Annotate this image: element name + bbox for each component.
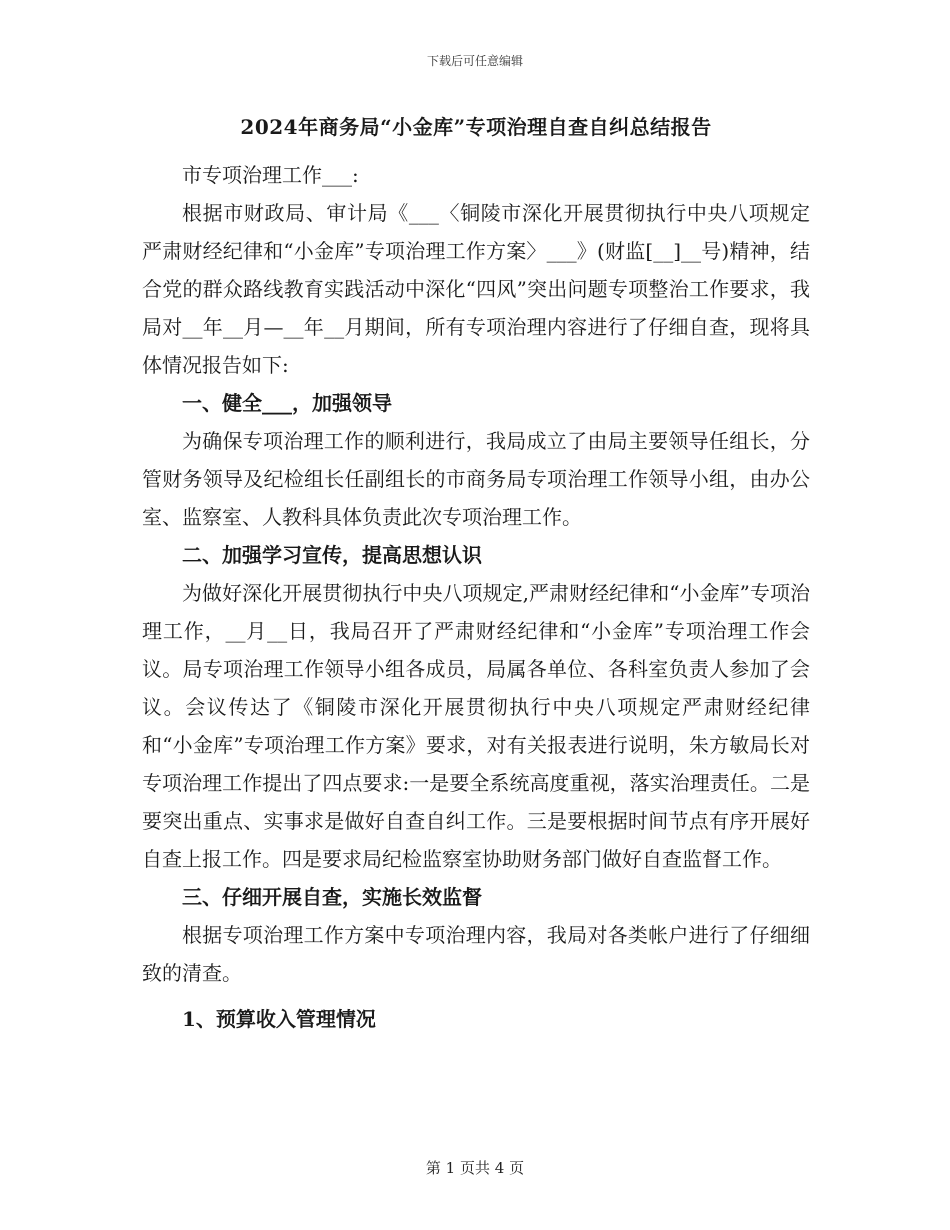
- paragraph-intro: 根据市财政局、审计局《___〈铜陵市深化开展贯彻执行中央八项规定严肃财经纪律和“小金库”专项治理工作方案〉___》(财监[__]__号)精神，结合党的群众路线教育实践活动中深化“四风”突出问题专项整治工作要求，我局对__年__月—__年__月期间，所有专项治理内容进行了仔细自查，现将具体情况报告如下:: [142, 201, 810, 377]
- section-heading-3: 三、仔细开展自查，实施长效监督: [182, 885, 482, 909]
- subsection-heading-1: 1、预算收入管理情况: [182, 1007, 376, 1031]
- paragraph-study: 为做好深化开展贯彻执行中央八项规定,严肃财经纪律和“小金库”专项治理工作，__月__日，我局召开了严肃财经纪律和“小金库”专项治理工作会议。局专项治理工作领导小组各成员，局属各单位、各科室负责人参加了会议。会议传达了《铜陵市深化开展贯彻执行中央八项规定严肃财经纪律和“小金库”专项治理工作方案》要求，对有关报表进行说明，朱方敏局长对专项治理工作提出了四点要求:一是要全系统高度重视，落实治理责任。二是要突出重点、实事求是做好自查自纠工作。三是要根据时间节点有序开展好自查上报工作。四是要求局纪检监察室协助财务部门做好自查监督工作。: [142, 581, 810, 871]
- paragraph-inspection: 根据专项治理工作方案中专项治理内容，我局对各类帐户进行了仔细细致的清查。: [142, 923, 810, 985]
- paragraph-leadership: 为确保专项治理工作的顺利进行，我局成立了由局主要领导任组长，分管财务领导及纪检组长任副组长的市商务局专项治理工作领导小组，由办公室、监察室、人教科具体负责此次专项治理工作。: [142, 429, 810, 529]
- document-body: [142, 110, 810, 1038]
- salutation: 市专项治理工作___:: [182, 163, 359, 187]
- page-footer: 第 1 页共 4 页: [425, 1159, 525, 1177]
- page-header: 下载后可任意编辑: [426, 54, 523, 68]
- section-heading-1: 一、健全___，加强领导: [182, 391, 392, 415]
- section-heading-2: 二、加强学习宣传，提高思想认识: [182, 543, 482, 567]
- document-title: 2024年商务局“小金库”专项治理自查自纠总结报告: [240, 115, 712, 139]
